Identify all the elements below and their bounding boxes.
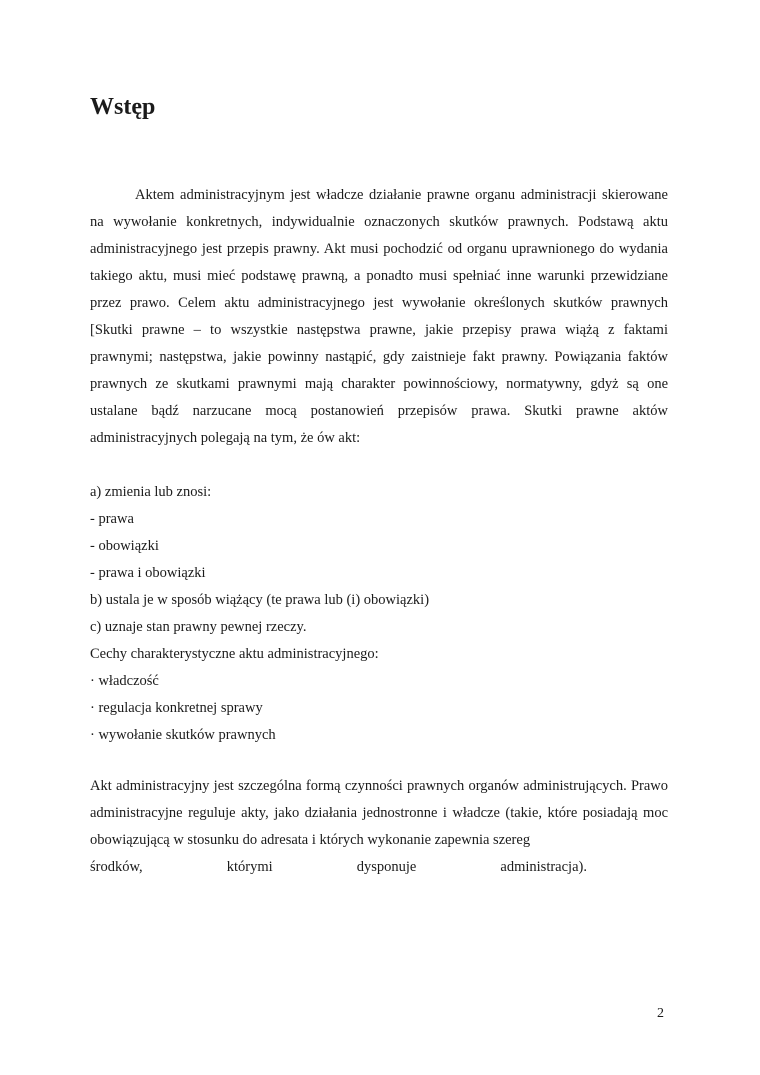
list-line: Cechy charakterystyczne aktu administracyjnego: <box>90 646 379 662</box>
list-line: a) zmienia lub znosi: <box>90 484 212 500</box>
list-line: c) uznaje stan prawny pewnej rzeczy. <box>90 619 307 635</box>
closing-word: administracja). <box>500 859 587 875</box>
closing-word: dysponuje <box>356 859 417 875</box>
list-line: · wywołanie skutków prawnych <box>90 727 276 743</box>
paragraph-intro: Aktem administracyjnym jest władcze działanie prawne organu administracji skierowane na wywołanie konkretnych, indywidualnie oznaczonych skutków prawnych. Podstawą aktu administracyjnego jest przepis prawny. Akt musi pochodzić od organu uprawnionego do wydania takiego aktu, musi mieć podstawę prawną, a ponadto musi spełniać inne warunki przewidziane przez prawo. Celem aktu administracyjnego jest wywołanie określonych skutków prawnych [Skutki prawne – to wszystkie następstwa prawne, jakie przepisy prawa wiążą z faktami prawnymi; następstwa, jakie powinny nastąpić, gdy zaistnieje fakt prawny. Powiązania faktów prawnych ze skutkami prawnymi mają charakter powinnościowy, normatywny, gdyż są one ustalane bądź narzucane mocą postanowień przepisów prawa. Skutki prawne aktów administracyjnych polegają na tym, że ów akt: <box>90 187 668 446</box>
list-line: - obowiązki <box>90 538 159 554</box>
paragraph-closing-last-line <box>90 854 587 881</box>
list-section <box>90 479 668 749</box>
page-title: Wstęp <box>90 94 156 120</box>
list-line: · regulacja konkretnej sprawy <box>90 700 263 716</box>
closing-word: którymi <box>226 859 273 875</box>
list-line: · władczość <box>90 673 159 689</box>
list-line: - prawa i obowiązki <box>90 565 206 581</box>
closing-word: środków, <box>90 859 143 875</box>
list-line: b) ustala je w sposób wiążący (te prawa lub (i) obowiązki) <box>90 592 430 608</box>
list-line: - prawa <box>90 511 134 527</box>
page-content <box>90 94 668 881</box>
paragraph-closing: Akt administracyjny jest szczególna formą czynności prawnych organów administrujących. Prawo administracyjne reguluje akty, jako działania jednostronne i władcze (takie, które posiadają moc obowiązującą w stosunku do adresata i których wykonanie zapewnia szereg <box>90 778 668 848</box>
page-number: 2 <box>657 1006 664 1021</box>
